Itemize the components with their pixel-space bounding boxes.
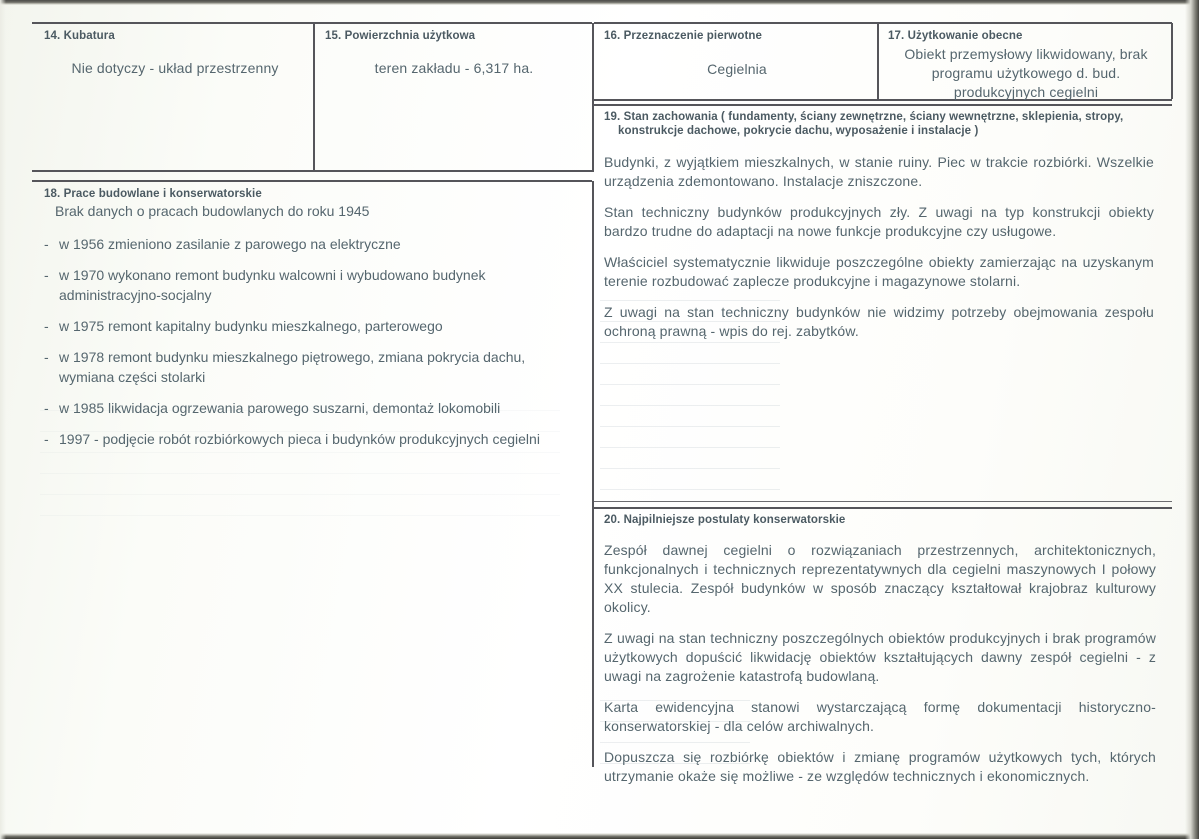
paragraph: Dopuszcza się rozbiórkę obiektów i zmianę programów użytkowych tych, których utrzymanie okaże się możliwe - ze względów technicznych i ekonomicznych. bbox=[604, 749, 1156, 784]
field-18-label: 18. Prace budowlane i konserwatorskie bbox=[44, 188, 262, 200]
field-16-value: Cegielnia bbox=[707, 61, 767, 77]
field-20-body bbox=[604, 541, 1156, 786]
rule-below-14-15 bbox=[32, 170, 594, 172]
field-17-label: 17. Użytkowanie obecne bbox=[888, 30, 1023, 42]
field-19-stan-zachowania bbox=[604, 110, 1154, 341]
field-19-label bbox=[604, 110, 1154, 138]
paragraph: Z uwagi na stan techniczny poszczególnych obiektów produkcyjnych i brak programów użytkowych dopuścić likwidację obiektów kształtujących dawny zespół cegielni - z uwagi na zagrożenie katastrofą budowlaną. bbox=[604, 630, 1156, 684]
list-item: - w 1985 likwidacja ogrzewania parowego suszarni, demontaż lokomobili bbox=[44, 398, 580, 418]
field-14-value: Nie dotyczy - układ przestrzenny bbox=[71, 60, 279, 76]
field-18-lead-text: Brak danych o pracach budowlanych do roku 1945 bbox=[55, 203, 370, 219]
field-20-najpilniejsze-postulaty-konserwatorskie bbox=[604, 513, 1156, 786]
rule-above-20 bbox=[594, 507, 1172, 509]
paragraph: Karta ewidencyjna stanowi wystarczającą formę dokumentacji historyczno-konserwatorskiej - dla celów archiwalnych. bbox=[604, 699, 1156, 734]
rule-between-15-16 bbox=[592, 23, 594, 170]
field-15-label: 15. Powierzchnia użytkowa bbox=[325, 30, 476, 42]
list-item: - w 1970 wykonano remont budynku walcowni i wybudowano budynek administracyjno-socjalny bbox=[44, 265, 580, 305]
list-item: - w 1978 remont budynku mieszkalnego piętrowego, zmiana pokrycia dachu, wymiana części stolarki bbox=[44, 347, 580, 387]
field-18-prace-budowlane-i-konserwatorskie bbox=[44, 187, 580, 460]
rule-above-18 bbox=[32, 180, 592, 182]
scan-edge-right bbox=[1185, 0, 1199, 839]
paragraph: Właściciel systematycznie likwiduje poszczególne obiekty zamierzając na uzyskanym terenie rozbudować zaplecze produkcyjne i magazynowe stolarni. bbox=[604, 254, 1154, 289]
rule-18-right-edge bbox=[592, 181, 594, 767]
rule-top-left-band bbox=[32, 22, 592, 24]
paragraph: Zespół dawnej cegielni o rozwiązaniach przestrzennych, architektonicznych, funkcjonalnych i technicznych reprezentatywnych dla cegielni maszynowych I połowy XX stulecia. Zespół budynków w sposób znaczący kształtował krajobraz kulturowy okolicy. bbox=[604, 542, 1156, 615]
list-item: - 1997 - podjęcie robót rozbiórkowych pieca i budynków produkcyjnych cegielni bbox=[44, 429, 580, 449]
rule-top-right-band bbox=[594, 22, 1172, 24]
field-16-label: 16. Przeznaczenie pierwotne bbox=[604, 30, 763, 42]
list-item: - w 1975 remont kapitalny budynku mieszkalnego, parterowego bbox=[44, 316, 580, 336]
paragraph: Z uwagi na stan techniczny budynków nie widzimy potrzeby obejmowania zespołu ochroną prawną - wpis do rej. zabytków. bbox=[604, 304, 1154, 339]
field-14-kubatura bbox=[44, 29, 306, 78]
rule-right-edge-top bbox=[1171, 23, 1173, 99]
rule-between-14-15 bbox=[313, 23, 315, 170]
field-18-list bbox=[44, 234, 580, 449]
scan-edge-top bbox=[0, 0, 1199, 5]
rule-below-19 bbox=[594, 501, 1172, 502]
field-14-label: 14. Kubatura bbox=[44, 30, 115, 42]
field-15-powierzchnia-uzytkowa bbox=[325, 29, 583, 78]
rule-above-19 bbox=[594, 104, 1172, 106]
scan-edge-bottom bbox=[0, 833, 1199, 839]
field-16-przeznaczenie-pierwotne bbox=[604, 29, 870, 79]
field-19-body bbox=[604, 153, 1154, 341]
field-15-value: teren zakładu - 6,317 ha. bbox=[374, 60, 534, 76]
scan-edge-left bbox=[0, 0, 6, 839]
list-item: - w 1956 zmieniono zasilanie z parowego na elektryczne bbox=[44, 234, 580, 254]
field-17-value: Obiekt przemysłowy likwidowany, brak programu użytkowego d. bud. produkcyjnych cegielni bbox=[904, 46, 1148, 100]
paragraph: Stan techniczny budynków produkcyjnych zły. Z uwagi na typ konstrukcji obiekty bardzo trudne do adaptacji na nowe funkcje produkcyjne czy usługowe. bbox=[604, 204, 1154, 239]
field-17-uzytkowanie-obecne bbox=[888, 29, 1164, 102]
rule-between-16-17 bbox=[877, 23, 879, 99]
field-20-label: 20. Najpilniejsze postulaty konserwatorskie bbox=[604, 514, 846, 526]
field-19-label-line-2: konstrukcje dachowe, pokrycie dachu, wyposażenie i instalacje ) bbox=[618, 125, 979, 137]
paragraph: Budynki, z wyjątkiem mieszkalnych, w stanie ruiny. Piec w trakcie rozbiórki. Wszelkie urządzenia zdemontowano. Instalacje zniszczone. bbox=[604, 154, 1154, 189]
field-19-label-line-1: 19. Stan zachowania ( fundamenty, ściany zewnętrzne, ściany wewnętrzne, sklepienia, stropy, bbox=[604, 111, 1124, 123]
